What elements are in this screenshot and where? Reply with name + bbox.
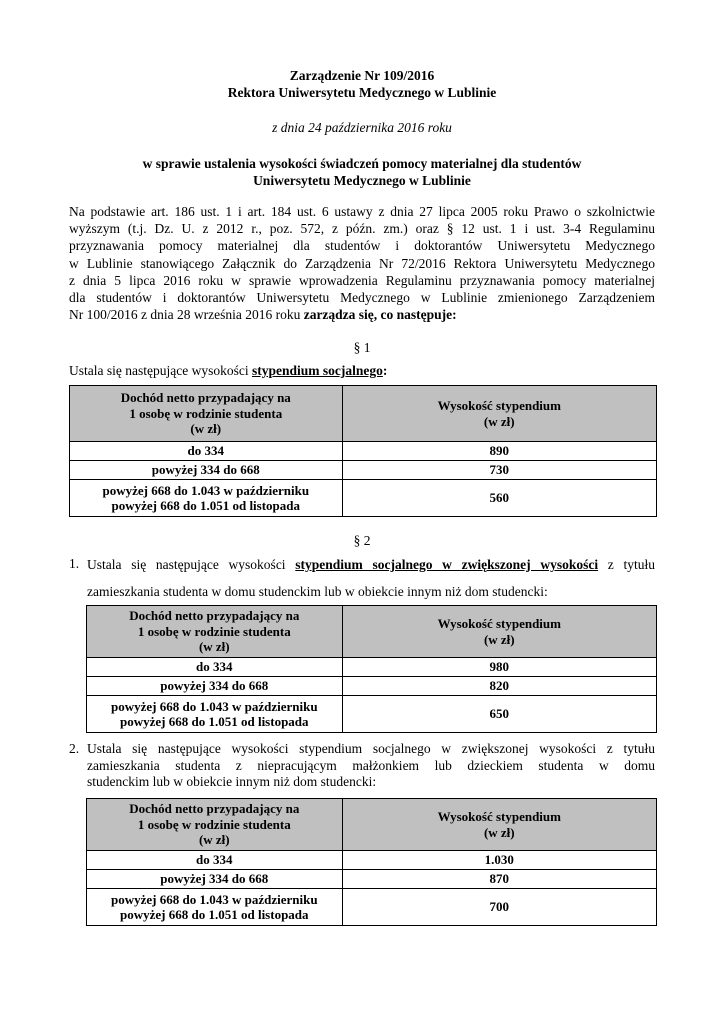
header-income-line: Dochód netto przypadający na: [120, 390, 291, 406]
item-text: [87, 741, 655, 791]
income-cell: powyżej 334 do 668: [87, 677, 343, 696]
header-amount-line: (w zł): [483, 824, 515, 840]
header-amount-line: Wysokość stypendium: [437, 398, 561, 413]
header-amount-line: Wysokość stypendium: [437, 616, 561, 631]
preamble-line: w Lublinie stanowiącego Załącznik do Zarządzenia Nr 72/2016 Rektora Uniwersytetu Medycznego: [69, 255, 655, 271]
amount-cell: 980: [342, 658, 656, 677]
table-row: [87, 677, 657, 696]
preamble-line: dla studentów i doktorantów Uniwersytetu Medycznego w Lublinie zmienionego Zarządzeniem: [69, 290, 655, 306]
table-row: [70, 480, 657, 517]
table-row: [70, 461, 657, 480]
section-1-intro: [69, 362, 387, 379]
header-income: [87, 606, 343, 658]
amount-cell: 890: [342, 442, 656, 461]
section-1-intro-text: Ustala się następujące wysokości: [69, 363, 252, 378]
header-income: [87, 799, 343, 851]
income-line: powyżej 668 do 1.043 w październiku: [111, 891, 318, 907]
item-term: stypendium socjalnego w zwiększonej wysokości: [295, 557, 599, 572]
preamble-decree-phrase: zarządza się, co następuje:: [303, 307, 457, 323]
header-income-line: 1 osobę w rodzinie studenta: [129, 405, 283, 421]
income-cell: [87, 889, 343, 926]
header-income-line: Dochód netto przypadający na: [129, 608, 300, 624]
item-line: zamieszkania studenta w domu studenckim lub w obiekcie innym niż dom studencki:: [87, 584, 548, 599]
item-text-part: Ustala się następujące wysokości: [87, 557, 296, 572]
table-header-row: [70, 386, 657, 442]
subject-line-2: Uniwersytetu Medycznego w Lublinie: [253, 173, 471, 188]
income-line: powyżej 668 do 1.051 od listopada: [111, 498, 301, 513]
header-income: [70, 386, 343, 442]
amount-cell: 820: [342, 677, 656, 696]
income-line: powyżej 668 do 1.043 w październiku: [102, 482, 310, 498]
stipend-table-2: [86, 605, 657, 733]
table-row: [87, 870, 657, 889]
table-header-row: [87, 799, 657, 851]
header-amount: [342, 606, 656, 658]
section-2-item-2: [69, 741, 655, 795]
document-title: [0, 67, 724, 101]
income-line: powyżej 668 do 1.043 w październiku: [111, 698, 318, 714]
section-2-item-1: [69, 556, 655, 599]
document-subject: [0, 155, 724, 189]
stipend-table-3: [86, 798, 657, 926]
preamble-line: z dnia 5 lipca 2016 roku w sprawie wprowadzenia Regulaminu przyznawania pomocy materialnej: [69, 272, 655, 288]
header-income-line: 1 osobę w rodzinie studenta: [137, 623, 291, 639]
preamble-line: wyższym (t.j. Dz. U. z 2012 r., poz. 572, z późn. zm.) oraz § 12 ust. 1 i ust. 3-4 Regulaminu: [69, 221, 655, 237]
header-income-line: (w zł): [198, 639, 230, 655]
income-cell: powyżej 334 do 668: [70, 461, 343, 480]
income-cell: do 334: [87, 658, 343, 677]
income-cell: do 334: [70, 442, 343, 461]
section-1-intro-term: stypendium socjalnego: [251, 363, 383, 378]
header-income-line: (w zł): [198, 832, 230, 848]
header-amount: [342, 386, 656, 442]
income-cell: do 334: [87, 851, 343, 870]
header-income-line: Dochód netto przypadający na: [129, 801, 300, 817]
item-number: 1.: [69, 556, 80, 571]
amount-cell: 650: [342, 696, 656, 733]
header-amount-line: Wysokość stypendium: [437, 809, 561, 824]
title-line-2: Rektora Uniwersytetu Medycznego w Lublinie: [227, 85, 497, 100]
header-amount-line: (w zł): [483, 631, 515, 647]
document-date: z dnia 24 października 2016 roku: [272, 120, 452, 135]
income-cell: [70, 480, 343, 517]
item-number: 2.: [69, 741, 80, 756]
section-2-heading: § 2: [353, 533, 371, 548]
preamble-last-line: [69, 306, 655, 323]
section-1-intro-colon: :: [382, 363, 388, 378]
table-row: [87, 889, 657, 926]
table-row: [70, 442, 657, 461]
preamble: [69, 203, 655, 323]
amount-cell: 560: [342, 480, 656, 517]
preamble-line: Na podstawie art. 186 ust. 1 i art. 184 ust. 6 ustawy z dnia 27 lipca 2005 roku Prawo o szkolnictwie: [69, 204, 655, 219]
amount-cell: 700: [342, 889, 656, 926]
item-line: zamieszkania studenta z niepracującym małżonkiem lub dzieckiem studenta w domu: [87, 757, 655, 773]
income-line: powyżej 668 do 1.051 od listopada: [120, 907, 309, 922]
table-row: [87, 696, 657, 733]
header-amount: [342, 799, 656, 851]
amount-cell: 730: [342, 461, 656, 480]
header-income-line: 1 osobę w rodzinie studenta: [137, 816, 291, 832]
table-row: [87, 658, 657, 677]
income-cell: [87, 696, 343, 733]
item-line: Ustala się następujące wysokości stypendium socjalnego w zwiększonej wysokości z tytułu: [87, 741, 655, 756]
section-1-heading: § 1: [353, 340, 371, 355]
subject-line-1: w sprawie ustalenia wysokości świadczeń pomocy materialnej dla studentów: [142, 156, 582, 171]
table-header-row: [87, 606, 657, 658]
item-line: studenckim lub w obiekcie innym niż dom studencki:: [87, 774, 377, 789]
item-line: [87, 556, 655, 573]
item-text: [87, 556, 655, 600]
header-amount-line: (w zł): [483, 413, 515, 429]
item-text-part: z tytułu: [598, 557, 655, 572]
income-cell: powyżej 334 do 668: [87, 870, 343, 889]
income-line: powyżej 668 do 1.051 od listopada: [120, 714, 309, 729]
table-row: [87, 851, 657, 870]
amount-cell: 870: [342, 870, 656, 889]
title-line-1: Zarządzenie Nr 109/2016: [289, 68, 435, 83]
header-income-line: (w zł): [190, 421, 222, 437]
stipend-table-1: [69, 385, 657, 517]
preamble-line: przyznawania pomocy materialnej dla studentów i doktorantów Uniwersytetu Medycznego: [69, 238, 655, 254]
preamble-last-text: Nr 100/2016 z dnia 28 września 2016 roku: [69, 307, 304, 323]
amount-cell: 1.030: [342, 851, 656, 870]
